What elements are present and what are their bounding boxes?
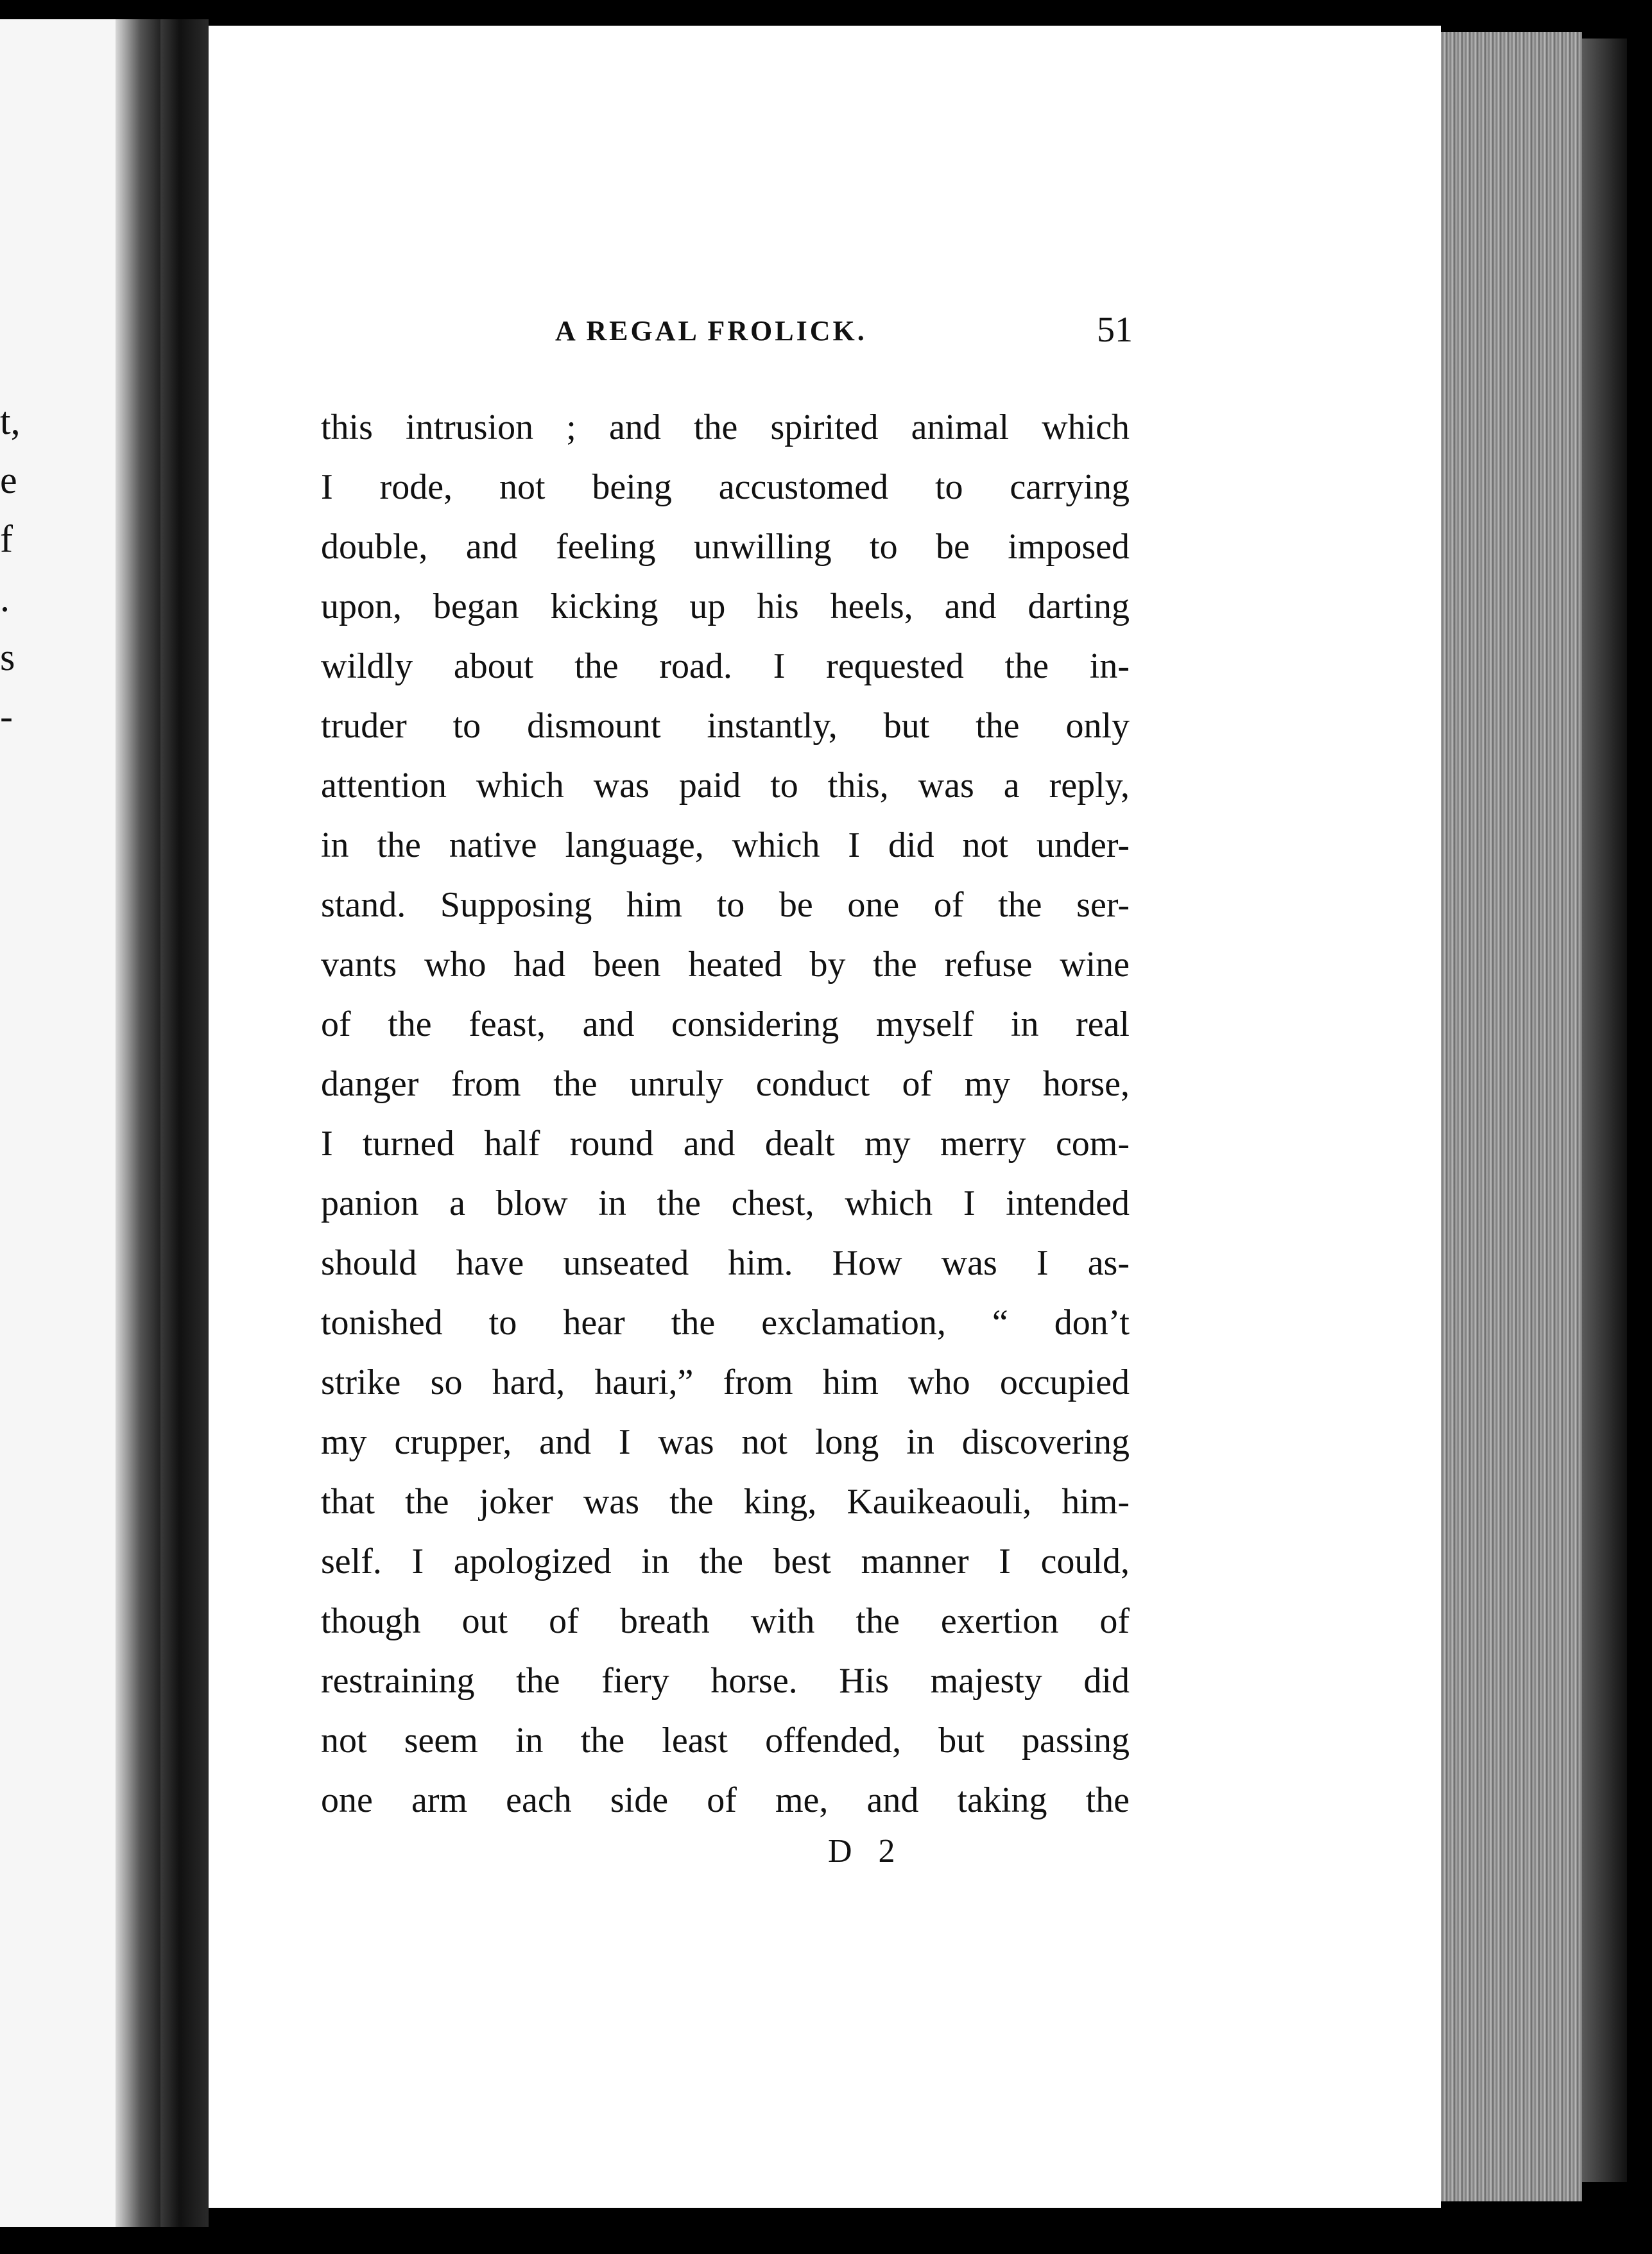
text-line: though out of breath with the exertion of	[321, 1601, 1130, 1641]
page-edges	[1441, 32, 1582, 2201]
left-page-text-fragments	[0, 391, 26, 746]
left-glyph: e	[0, 459, 17, 501]
running-head	[555, 310, 1133, 359]
left-page-fragment	[0, 19, 160, 2227]
text-line: truder to dismount instantly, but the only	[321, 706, 1130, 746]
signature-mark: D 2	[828, 1833, 904, 1870]
text-line: this intrusion ; and the spirited animal which	[321, 408, 1130, 447]
text-line: stand. Supposing him to be one of the ser-	[321, 885, 1130, 925]
text-line: I rode, not being accustomed to carrying	[321, 467, 1130, 507]
text-line: double, and feeling unwilling to be imposed	[321, 527, 1130, 567]
text-line: attention which was paid to this, was a reply,	[321, 766, 1130, 805]
text-line: vants who had been heated by the refuse wine	[321, 945, 1130, 985]
text-line: not seem in the least offended, but passing	[321, 1721, 1130, 1760]
text-line: I turned half round and dealt my merry com-	[321, 1124, 1130, 1164]
text-line: should have unseated him. How was I as-	[321, 1243, 1130, 1283]
text-line: tonished to hear the exclamation, “ don’t	[321, 1303, 1130, 1343]
text-line: danger from the unruly conduct of my horse,	[321, 1064, 1130, 1104]
left-glyph: .	[0, 577, 10, 619]
text-line: strike so hard, hauri,” from him who occupied	[321, 1363, 1130, 1402]
body-text	[321, 398, 1130, 1830]
text-line: panion a blow in the chest, which I intended	[321, 1183, 1130, 1223]
left-page-gutter-shadow	[116, 19, 160, 2227]
text-line: in the native language, which I did not under-	[321, 825, 1130, 865]
running-title: A REGAL FROLICK.	[555, 315, 867, 347]
left-glyph: -	[0, 695, 13, 737]
page-number: 51	[1097, 310, 1133, 350]
text-line: self. I apologized in the best manner I could,	[321, 1542, 1130, 1581]
left-glyph: s	[0, 636, 15, 678]
left-glyph: f	[0, 518, 13, 560]
text-line: restraining the fiery horse. His majesty did	[321, 1661, 1130, 1701]
text-line: wildly about the road. I requested the in-	[321, 646, 1130, 686]
text-line: my crupper, and I was not long in discovering	[321, 1422, 1130, 1462]
text-line: that the joker was the king, Kauikeaouli, him-	[321, 1482, 1130, 1522]
text-line: upon, began kicking up his heels, and darting	[321, 587, 1130, 626]
text-line: one arm each side of me, and taking the	[321, 1780, 1130, 1820]
text-line: of the feast, and considering myself in real	[321, 1004, 1130, 1044]
book-spine	[160, 19, 209, 2227]
left-glyph: t,	[0, 400, 21, 442]
page-edges-shadow	[1582, 39, 1627, 2182]
